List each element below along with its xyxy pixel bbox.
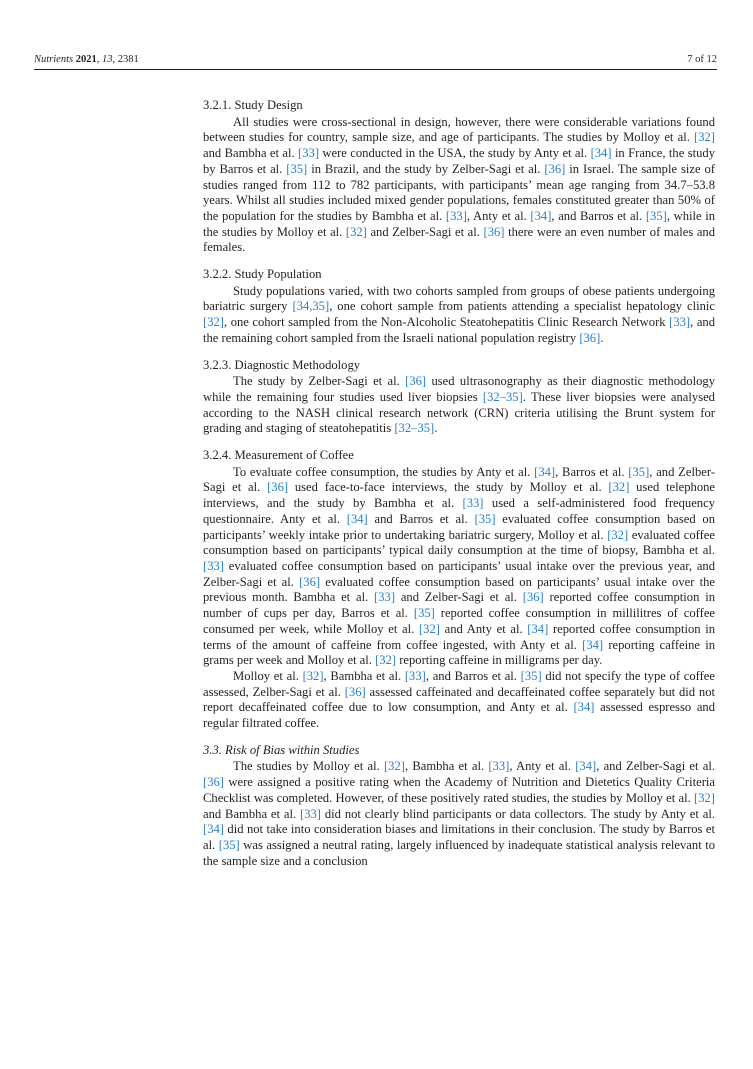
citation-link[interactable]: [36] (267, 480, 289, 495)
text-run: , and the remaining cohort sampled from the Israeli national population registry (203, 315, 715, 345)
text-run: , Anty et al. (509, 759, 576, 774)
citation-link[interactable]: [34] (573, 700, 595, 715)
text-run: and Bambha et al. (203, 146, 299, 161)
citation-link[interactable]: [33] (298, 146, 320, 161)
text-run: , one cohort sampled from the Non-Alcoholic Steatohepatitis Clinic Research Network (223, 315, 670, 330)
text-run: and Zelber-Sagi et al. (395, 590, 523, 605)
text-run: and Zelber-Sagi et al. (366, 224, 484, 239)
section (203, 98, 715, 256)
text-run: , and Barros et al. (425, 668, 521, 683)
text-run: , and Barros et al. (551, 208, 646, 223)
text-run: , one cohort sample from patients attending a specialist hepatology clinic (329, 299, 716, 314)
text-run: To evaluate coffee consumption, the studies by Anty et al. (233, 464, 535, 479)
text-run: , and Zelber-Sagi et al. (596, 759, 715, 774)
citation-link[interactable]: [32] (607, 527, 629, 542)
text-run: and Barros et al. (367, 511, 475, 526)
citation-link[interactable]: [32–35] (482, 389, 523, 404)
text-run: , Anty et al. (466, 208, 531, 223)
citation-link[interactable]: [36] (203, 775, 224, 790)
text-run: used telephone interviews, and the study by Bambha et al. (203, 480, 715, 511)
text-run: were conducted in the USA, the study by Anty et al. (319, 146, 591, 161)
citation-link[interactable]: [32] (608, 480, 630, 495)
citation-link[interactable]: [35] (286, 161, 308, 176)
text-run: . (434, 421, 438, 436)
text-run: assessed caffeinated and decaffeinated coffee separately but did not report decaffeinated coffee due to low consumption, and Anty et al. (203, 684, 715, 715)
citation-link[interactable]: [33] (203, 558, 224, 573)
paragraph (203, 284, 715, 347)
citation-link[interactable]: [36] (405, 374, 427, 389)
text-run: used ultrasonography as their diagnostic methodology while the remaining four studies used liver biopsies (203, 374, 715, 404)
text-run: reported coffee consumption in millilitres of coffee consumed per week, while Molloy et al. (203, 606, 715, 636)
text-run: , and Zelber-Sagi et al. (203, 464, 715, 495)
citation-link[interactable]: [34,35] (292, 299, 330, 314)
citation-link[interactable]: [32] (375, 653, 397, 668)
text-run: All studies were cross-sectional in design, however, there were considerable variations found between studies for country, sample size, and age of participants. The studies by Molloy et al. (203, 114, 715, 145)
text-run: Molloy et al. (233, 668, 303, 683)
citation-link[interactable]: [33] (300, 806, 321, 821)
paragraph (203, 669, 715, 732)
section-title: 3.2.4. Measurement of Coffee (203, 448, 354, 463)
journal-name: Nutrients (34, 54, 74, 65)
citation-link[interactable]: [36] (299, 574, 321, 589)
citation-link[interactable]: [34] (530, 208, 552, 223)
article-number: 2381 (117, 54, 139, 65)
text-run: , Bambha et al. (404, 759, 489, 774)
text-run: reporting caffeine in grams per week and Molloy et al. (203, 637, 715, 668)
citation-link[interactable]: [32] (345, 224, 367, 239)
text-run: there were an even number of males and females. (203, 224, 715, 255)
citation-link[interactable]: [33] (669, 315, 691, 330)
text-run: evaluated coffee consumption based on participants’ usual intake over the previous month. Bambha et al. (203, 574, 715, 605)
citation-link[interactable]: [35] (628, 464, 650, 479)
citation-link[interactable]: [36] (544, 161, 566, 176)
section (203, 448, 715, 732)
citation-link[interactable]: [35] (413, 606, 435, 621)
citation-link[interactable]: [32] (383, 759, 405, 774)
text-run: evaluated coffee consumption based on participants’ weekly intake prior to undertaking bariatric surgery, Molloy et al. (203, 511, 716, 542)
text-run: were assigned a positive rating when the Academy of Nutrition and Dietetics Quality Criteria Checklist was completed. However, of these positively rated studies, the studies by Molloy et al. (203, 775, 715, 805)
text-run: did not specify the type of coffee assessed, Zelber-Sagi et al. (203, 668, 715, 699)
text-run: and Anty et al. (439, 621, 528, 636)
text-run: reported coffee consumption in terms of the amount of caffeine from coffee ingested, with Anty et al. (203, 621, 716, 652)
header-rule (34, 69, 717, 70)
citation-link[interactable]: [33] (445, 208, 467, 223)
section (203, 743, 715, 870)
journal-volume: 13 (101, 54, 113, 65)
text-run: assessed espresso and regular filtrated coffee. (203, 700, 715, 731)
citation-link[interactable]: [32] (203, 315, 224, 330)
text-run: Study populations varied, with two cohorts sampled from groups of obese patients undergoing bariatric surgery (203, 283, 715, 314)
text-run: The study by Zelber-Sagi et al. (233, 374, 406, 389)
citation-link[interactable]: [32] (694, 130, 715, 145)
text-run: , while in the studies by Molloy et al. (203, 208, 716, 239)
text-run: , Bambha et al. (323, 668, 405, 683)
journal-year: 2021 (75, 54, 97, 65)
paragraph (203, 374, 715, 437)
citation-link[interactable]: [36] (344, 684, 366, 699)
citation-link[interactable]: [33] (462, 496, 484, 511)
paragraph (203, 465, 715, 669)
body-text (203, 98, 715, 880)
text-run: in Israel. The sample size of studies ranged from 112 to 782 participants, with participants’ mean age ranging from 34.7–53.8 years. Whilst all studies included mixed gender populations, females constituted greater than 50% of the population for the studies by Bambha et al. (203, 161, 715, 223)
citation-link[interactable]: [34] (527, 621, 549, 636)
section-title: 3.3. Risk of Bias within Studies (203, 742, 360, 757)
text-run: in Brazil, and the study by Zelber-Sagi et al. (307, 161, 545, 176)
text-run: used face-to-face interviews, the study by Molloy et al. (288, 480, 609, 495)
text-run: used a self-administered food frequency questionnaire. Anty et al. (203, 496, 715, 526)
text-run: did not take into consideration biases and limitations in their conclusion. The study by Barros et al. (203, 822, 715, 852)
citation-link[interactable]: [35] (474, 511, 496, 526)
text-run: evaluated coffee consumption based on participants’ typical daily consumption at the time of biopsy, Bambha et al. (203, 527, 715, 558)
citation-link[interactable]: [32] (694, 790, 715, 805)
text-run: , Barros et al. (555, 464, 629, 479)
text-run: reported coffee consumption in number of cups per day, Barros et al. (203, 590, 715, 621)
text-run: The studies by Molloy et al. (233, 759, 384, 774)
citation-link[interactable]: [35] (645, 208, 667, 223)
citation-link[interactable]: [34] (582, 637, 604, 652)
section (203, 267, 715, 347)
citation-link[interactable]: [33] (404, 668, 426, 683)
citation-link[interactable]: [34] (534, 464, 556, 479)
citation-link[interactable]: [35] (520, 668, 542, 683)
text-run: was assigned a neutral rating, largely influenced by inadequate statistical analysis relevant to the sample size and a conclusion (203, 837, 715, 868)
text-run: . These liver biopsies were analysed according to the NASH clinical research network (CRN) criteria utilising the Brunt system for grading and staging of steatohepatitis (203, 389, 715, 436)
text-run: did not clearly blind participants or data collectors. The study by Anty et al. (320, 806, 715, 821)
citation-link[interactable]: [32] (302, 668, 324, 683)
page-number: 7 of 12 (687, 54, 717, 65)
citation-link[interactable]: [36] (522, 590, 544, 605)
citation-link[interactable]: [32] (418, 621, 440, 636)
citation-link[interactable]: [32–35] (394, 421, 435, 436)
section-title: 3.2.3. Diagnostic Methodology (203, 357, 361, 372)
text-run: evaluated coffee consumption based on participants’ usual intake over the previous year, and Zelber-Sagi et al. (203, 558, 715, 589)
citation-link[interactable]: [34] (590, 146, 612, 161)
text-run: and Bambha et al. (203, 806, 300, 821)
paragraph (203, 759, 715, 869)
citation-link[interactable]: [34] (575, 759, 597, 774)
journal-citation: Nutrients 2021, 13, 2381 (34, 54, 139, 65)
section (203, 358, 715, 438)
citation-link[interactable]: [34] (346, 511, 368, 526)
section-title: 3.2.1. Study Design (203, 98, 303, 112)
text-run: reporting caffeine in milligrams per day. (396, 653, 603, 668)
citation-link[interactable]: [35] (218, 837, 240, 852)
citation-link[interactable]: [33] (374, 590, 396, 605)
citation-link[interactable]: [36] (579, 330, 601, 345)
citation-link[interactable]: [34] (203, 822, 224, 837)
section-title: 3.2.2. Study Population (203, 267, 322, 282)
text-run: . (600, 330, 604, 345)
running-header (34, 54, 717, 68)
citation-link[interactable]: [36] (483, 224, 505, 239)
citation-link[interactable]: [33] (488, 759, 510, 774)
paragraph (203, 115, 715, 256)
text-run: in France, the study by Barros et al. (203, 146, 715, 176)
